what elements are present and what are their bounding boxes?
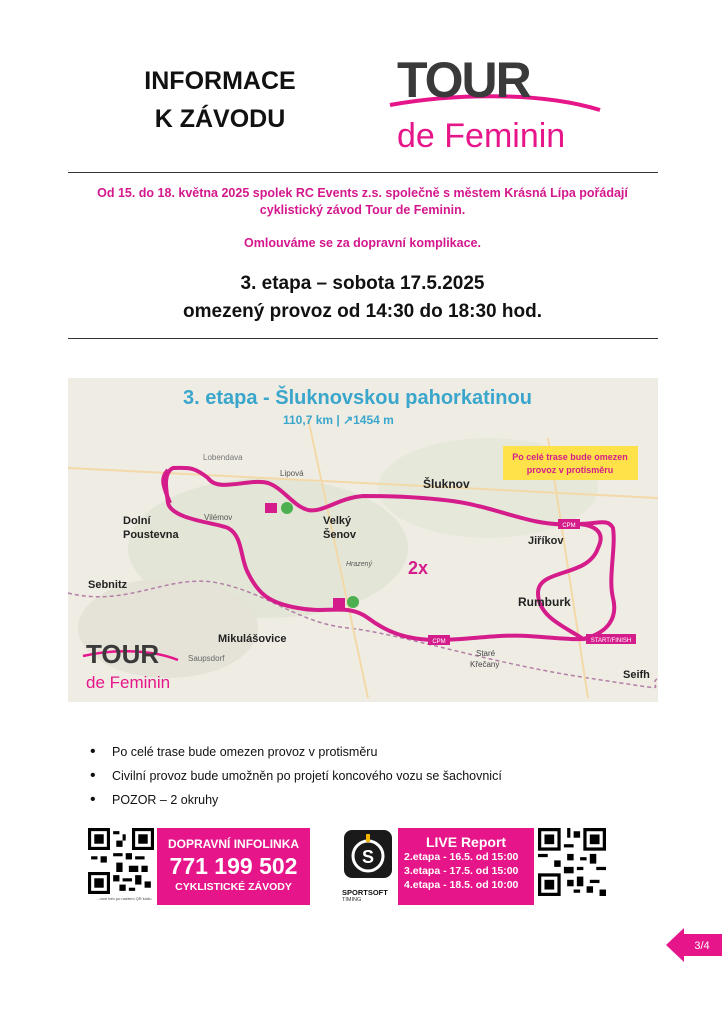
sportsoft-brand: SPORTSOFT [342,888,388,897]
town-label: Poustevna [123,529,179,541]
map-logo-word-defeminin: de Feminin [86,673,171,692]
intro-line-1: Od 15. do 18. května 2025 spolek RC Events z.s. společně s městem Krásná Lípa pořádají [97,186,628,200]
refreshment-icon [265,503,277,513]
qr-caption: ...více info po načtení QR kódu [96,896,152,901]
page-title [100,62,340,138]
title-line-1: INFORMACE [144,67,296,95]
town-label: Staré [476,649,496,658]
town-label: Saupsdorf [188,654,225,663]
route-map [68,378,658,702]
live-report-banner [398,828,534,905]
live-title: LIVE Report [425,834,507,850]
title-line-2: K ZÁVODU [154,105,286,133]
qr-code-infoline[interactable] [88,828,154,894]
town-label: Šluknov [423,477,470,491]
town-label: Vilémov [204,513,233,522]
page-number: 3/4 [694,940,710,952]
logo-word-defeminin: de Feminin [397,117,566,155]
sportsoft-icon [342,828,394,884]
intro-line-2: cyklistický závod Tour de Feminin. [259,203,466,217]
list-item: • Civilní provoz bude umožněn po projetí koncového vozu se šachovnicí [90,764,650,788]
infoline-subtitle: CYKLISTICKÉ ZÁVODY [175,881,292,893]
intro-text [70,185,655,219]
live-line-3: 4.etapa - 18.5. od 10:00 [404,879,519,891]
infoline-banner [157,828,310,905]
refreshment-icon [333,598,345,608]
apology-text: Omlouváme se za dopravní komplikace. [244,236,481,250]
map-note-line-1: Po celé trase bude omezen [512,452,628,462]
infoline-title: DOPRAVNÍ INFOLINKA [167,837,300,851]
town-label: Lipová [280,469,304,478]
town-label: Seifh [623,669,650,681]
town-label: Křečany [470,660,500,669]
stage-info [70,270,655,326]
cpm-marker-label: CPM [562,523,576,529]
notice-list [90,740,650,812]
list-item: • POZOR – 2 okruhy [90,788,650,812]
town-label: Rumburk [518,595,571,609]
sportsoft-logo [342,828,394,908]
qr-code-live[interactable] [538,828,606,896]
town-label: Jiříkov [528,535,564,547]
cpm-marker-label: CPM [432,639,446,645]
tour-de-feminin-logo [385,55,605,155]
infoline-phone[interactable]: 771 199 502 [169,853,298,879]
town-label: Mikulášovice [218,633,287,645]
laps-label: 2x [408,558,429,578]
live-line-1: 2.etapa - 16.5. od 15:00 [404,851,519,863]
map-title: 3. etapa - Šluknovskou pahorkatinou [183,387,532,409]
divider-top [68,172,658,173]
town-label: Dolní [123,515,151,527]
divider-bottom [68,338,658,339]
tree-icon [347,596,359,608]
list-item: • Po celé trase bude omezen provoz v protisměru [90,740,650,764]
map-logo-word-tour: TOUR [86,639,160,669]
stage-traffic-hours: omezený provoz od 14:30 do 18:30 hod. [183,301,542,322]
town-label: Sebnitz [88,579,128,591]
svg-text:S: S [361,847,375,867]
logo-word-tour: TOUR [397,55,530,108]
town-label: Lobendava [203,453,243,462]
map-subtitle: 110,7 km | ↗1454 m [283,413,394,427]
tree-icon [281,502,293,514]
town-label: Šenov [323,529,357,541]
live-line-2: 3.etapa - 17.5. od 15:00 [404,865,519,877]
page-number-tab [666,928,722,962]
stage-date: 3. etapa – sobota 17.5.2025 [240,273,485,294]
sportsoft-sub: TIMING [342,897,362,903]
town-label: Velký [323,515,352,527]
map-note-line-2: provoz v protisměru [526,465,614,475]
town-label: Hrazený [346,561,373,568]
start-finish-label: START/FINISH [590,638,632,644]
